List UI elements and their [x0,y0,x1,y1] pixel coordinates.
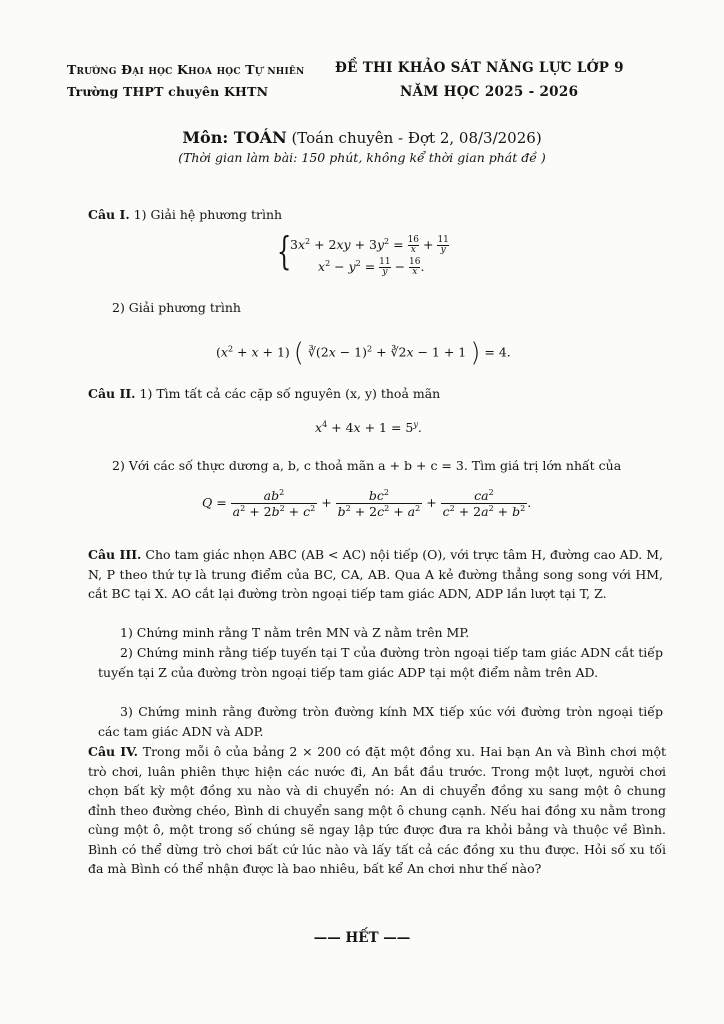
system-eq1: $3x^2 + 2xy + 3y^2$ = $\frac{16}{x}$ + $\frac{11}{y}$ [290,235,449,255]
equation-2: $(x^2 + x + 1)$ ( ∛(2x − 1)$^2$ + ∛2x − 1 + 1 ) = 4. [216,338,511,368]
time-note: (Thời gian làm bài: 150 phút, không kể thời gian phát đề ) [178,150,546,165]
question-4 [88,742,666,879]
question-2-part2: 2) Với các số thực dương a, b, c thoả mãn a + b + c = 3. Tìm giá trị lớn nhất của [112,458,622,473]
question-1-line [88,205,282,225]
question-3-part1: 1) Chứng minh rằng T nằm trên MN và Z nằm trên MP. [120,625,470,640]
question-1-part2: 2) Giải phương trình [112,300,241,315]
end-marker: —— HẾT —— [313,930,411,946]
question-2-title: Câu II. [88,386,136,401]
question-4-title: Câu IV. [88,744,138,759]
expression-q: Q = $\frac{ab^2}{a^2 + 2b^2 + c^2}$ + $\frac{bc^2}{b^2 + 2c^2 + a^2}$ + $\frac{ca^2}{c^2 + 2a^2 + b^2}$ . [202,488,532,520]
question-3-part3: 3) Chứng minh rằng đường tròn đường kính MX tiếp xúc với đường tròn ngoại tiếp các tam giác ADN và ADP. [98,704,663,739]
question-3-title: Câu III. [88,547,142,562]
school-subname: Trường THPT chuyên KHTN [67,84,269,99]
question-4-text: Trong mỗi ô của bảng 2 × 200 có đặt một đồng xu. Hai bạn An và Bình chơi một trò chơi, luân phiên thực hiện các nước đi, An bắt đầu trước. Trong một lượt, người chơi chọn bất kỳ một đồng xu nào và di chuyển nó: An di chuyển đồng xu sang một ô chung đỉnh theo đường chéo, Bình di chuyển sang một ô chung cạnh. Nếu hai đồng xu nằm trong cùng một ô, một trong số chúng sẽ ngay lập tức được đưa ra khỏi bảng và thuộc về Bình. Bình có thể dừng trò chơi bất cứ lúc nào và lấy tất cả các đồng xu thu được. Hỏi số xu tối đa mà Bình có thể nhận được là bao nhiêu, bất kể An chơi như thế nào? [88,744,666,876]
school-name: Trường Đại học Khoa học Tự nhiên [67,62,305,77]
equation-3: $x^4 + 4x + 1 = 5^y$. [315,420,422,436]
exam-title: ĐỀ THI KHẢO SÁT NĂNG LỰC LỚP 9 [335,60,624,76]
question-2-line [88,384,440,404]
system-eq2: $x^2 - y^2$ = $\frac{11}{y}$ − $\frac{16}{x}$ . [318,257,425,277]
subject-detail: (Toán chuyên - Đợt 2, 08/3/2026) [286,129,542,147]
subject-label: Môn: TOÁN [182,128,287,147]
system-brace: { [276,229,292,273]
question-3-part2: 2) Chứng minh rằng tiếp tuyến tại T của đường tròn ngoại tiếp tam giác ADN cắt tiếp tuyến tại Z của đường tròn ngoại tiếp tam giác ADP tại một điểm nằm trên AD. [98,645,663,680]
question-3-intro [88,545,663,604]
question-3-text: Cho tam giác nhọn ABC (AB < AC) nội tiếp (O), với trực tâm H, đường cao AD. M, N, P theo thứ tự là trung điểm của BC, CA, AB. Qua A kẻ đường thẳng song song với HM, cắt BC tại X. AO cắt lại đường tròn ngoại tiếp tam giác ADN, ADP lần lượt tại T, Z. [88,547,663,601]
subject-line [0,128,724,147]
question-1-title: Câu I. [88,207,130,222]
question-1-part1: 1) Giải hệ phương trình [129,207,283,222]
question-2-part1: 1) Tìm tất cả các cặp số nguyên (x, y) thoả mãn [135,386,441,401]
school-year: NĂM HỌC 2025 - 2026 [400,84,579,100]
